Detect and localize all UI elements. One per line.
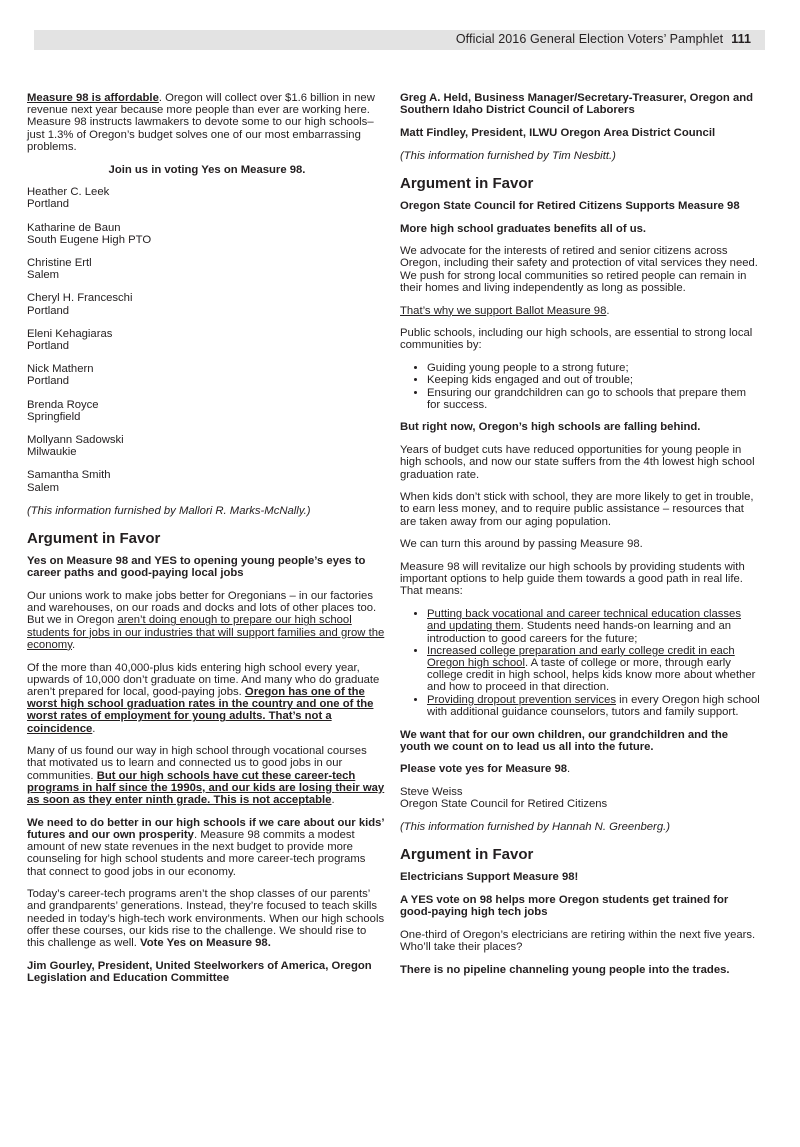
signer-entry <box>27 328 387 352</box>
bullet-item: • Providing dropout prevention services in every Oregon high school with additional guidance counselors, tutors and family support. <box>427 694 760 718</box>
signer-name: Heather C. Leek <box>27 186 110 199</box>
signer-entry <box>27 469 387 493</box>
argument-heading-1: Argument in Favor <box>27 530 161 548</box>
paragraph-career-tech: Today’s career-tech programs aren’t the shop classes of our parents’ and grandparents’ generations. Instead, they’re focused to teach skills needed in today’s high-tech work environments. When our high schools offer these courses, our kids rise to the challenge. We should rise to this challenge as well. Vote Yes on Measure 98. <box>27 888 385 950</box>
paragraph-advocate: We advocate for the interests of retired and senior citizens across Oregon, including their safety and protection of vital services they need. We push for strong local communities so retired people can remain in their homes and living independently as long as possible. <box>400 245 758 294</box>
signer-entry <box>27 434 387 458</box>
paragraph-please-vote: Please vote yes for Measure 98. <box>400 763 571 776</box>
paragraph-want-that: We want that for our own children, our grandchildren and the youth we count on to lead us all into the future. <box>400 728 729 753</box>
paragraph-no-pipeline: There is no pipeline channeling young people into the trades. <box>400 963 730 976</box>
signer-place: Portland <box>27 375 70 388</box>
paragraph-budget-cuts: Years of budget cuts have reduced opportunities for young people in high schools, and now our state suffers from the 4th lowest high school graduation rate. <box>400 444 755 481</box>
bullet-item: • Increased college preparation and early college credit in each Oregon high school. A taste of college or more, through early college credit in high school, helps kids know more about whether and how to proceed in that direction. <box>427 645 760 694</box>
paragraph-unions: Our unions work to make jobs better for Oregonians – in our factories and warehouses, on our roads and docks and lots of other places too. But we in Oregon aren’t doing enough to prepare our high school students for jobs in our industries that will support families and grow the economy. <box>27 589 385 651</box>
signer-name: Nick Mathern <box>27 363 94 376</box>
left-column <box>27 92 387 995</box>
argument-subheading-3: Electricians Support Measure 98! <box>400 871 579 884</box>
signature-steve-weiss: Steve Weiss Oregon State Council for Retired Citizens <box>400 786 608 811</box>
bullet-item: • Keeping kids engaged and out of trouble; <box>427 374 760 386</box>
signer-place: Portland <box>27 340 70 353</box>
signer-place: Salem <box>27 481 60 494</box>
furnished-by-2: (This information furnished by Tim Nesbitt.) <box>400 149 616 162</box>
signer-place: Springfield <box>27 410 81 423</box>
paragraph-public-schools: Public schools, including our high schools, are essential to strong local communities by: <box>400 327 753 352</box>
paragraph-vocational: Many of us found our way in high school through vocational courses that motivated us to learn and connected us to good jobs in our communities. But our high schools have cut these career-tech programs in half since the 1990s, and our kids are losing their way as soon as they enter ninth grade. This is not acceptable. <box>27 745 385 807</box>
bullet-item: • Ensuring our grandchildren can go to schools that prepare them for success. <box>427 387 760 411</box>
page-header <box>456 32 751 46</box>
page-header-bar <box>34 30 765 50</box>
paragraph-affordable: Measure 98 is affordable. Oregon will collect over $1.6 billion in new revenue next year because more people than ever are working here. Measure 98 instructs lawmakers to devote some to our high schools–just 1.3% of Oregon’s budget solves one of our most embarrassing problems. <box>27 92 375 153</box>
furnished-by-1: (This information furnished by Mallori R. Marks-McNally.) <box>27 504 311 517</box>
signer-name: Brenda Royce <box>27 398 99 411</box>
signer-name: Cheryl H. Franceschi <box>27 292 133 305</box>
signer-place: South Eugene High PTO <box>27 233 152 246</box>
signer-list <box>27 186 387 494</box>
signer-entry <box>27 292 387 316</box>
page-number: 111 <box>731 32 751 46</box>
bullet-item: • Putting back vocational and career technical education classes and updating them. Students need hands-on learning and an introduction to good careers for the future; <box>427 608 760 645</box>
argument-heading-3: Argument in Favor <box>400 846 534 864</box>
signer-entry <box>27 186 387 210</box>
signer-entry <box>27 363 387 387</box>
paragraph-why-support: That’s why we support Ballot Measure 98. <box>400 304 610 317</box>
argument-subheading-1: Yes on Measure 98 and YES to opening young people’s eyes to career paths and good-paying local jobs <box>27 555 366 580</box>
paragraph-stick-with-school: When kids don’t stick with school, they are more likely to get in trouble, to earn less money, and to require public assistance – resources that are taken away from our aging population. <box>400 491 754 528</box>
argument-subheading-2: Oregon State Council for Retired Citizens Supports Measure 98 <box>400 199 740 212</box>
bullet-list-2 <box>400 608 760 718</box>
signer-entry <box>27 257 387 281</box>
signer-entry <box>27 222 387 246</box>
paragraph-do-better: We need to do better in our high schools if we care about our kids’ futures and our own prosperity. Measure 98 commits a modest amount of new state revenues in the next budget to provide more counseling for high school students and more career-tech programs that connect to good jobs in our economy. <box>27 816 384 878</box>
signer-place: Salem <box>27 269 60 282</box>
furnished-by-3: (This information furnished by Hannah N. Greenberg.) <box>400 821 671 834</box>
argument-subheading-2b: More high school graduates benefits all of us. <box>400 222 647 235</box>
signer-name: Mollyann Sadowski <box>27 434 124 447</box>
bullet-list-1 <box>400 362 760 411</box>
signer-place: Portland <box>27 198 70 211</box>
signature-jim-gourley: Jim Gourley, President, United Steelworkers of America, Oregon Legislation and Education Committee <box>27 959 372 984</box>
signer-name: Katharine de Baun <box>27 221 121 234</box>
signer-name: Samantha Smith <box>27 469 111 482</box>
signature-matt-findley: Matt Findley, President, ILWU Oregon Area District Council <box>400 126 716 139</box>
right-column <box>400 92 760 986</box>
bullet-item: • Guiding young people to a strong future; <box>427 362 760 374</box>
paragraph-graduation: Of the more than 40,000-plus kids entering high school every year, upwards of 10,000 don’t graduate on time. And many who do graduate aren’t prepared for local, good-paying jobs. Oregon has one of the worst high school graduation rates in the country and one of the worst rates of employment for young adults. That’s not a coincidence. <box>27 661 380 735</box>
signer-entry <box>27 399 387 423</box>
paragraph-falling-behind: But right now, Oregon’s high schools are falling behind. <box>400 421 701 434</box>
signer-name: Christine Ertl <box>27 257 92 270</box>
paragraph-electricians-retiring: One-third of Oregon’s electricians are retiring within the next five years. Who’ll take their places? <box>400 928 756 954</box>
signer-place: Portland <box>27 304 70 317</box>
paragraph-revitalize: Measure 98 will revitalize our high schools by providing students with important options to help guide them towards a good path in real life. That means: <box>400 561 745 598</box>
signature-greg-held: Greg A. Held, Business Manager/Secretary-Treasurer, Oregon and Southern Idaho District Council of Laborers <box>400 92 754 117</box>
argument-subheading-3b: A YES vote on 98 helps more Oregon students get trained for good-paying high tech jobs <box>400 893 729 919</box>
argument-heading-2: Argument in Favor <box>400 174 534 192</box>
signer-place: Milwaukie <box>27 446 77 459</box>
signer-name: Eleni Kehagiaras <box>27 327 113 340</box>
join-us-line: Join us in voting Yes on Measure 98. <box>108 163 306 176</box>
paragraph-turn-around: We can turn this around by passing Measure 98. <box>400 538 643 551</box>
pamphlet-title: Official 2016 General Election Voters’ Pamphlet <box>455 32 724 46</box>
